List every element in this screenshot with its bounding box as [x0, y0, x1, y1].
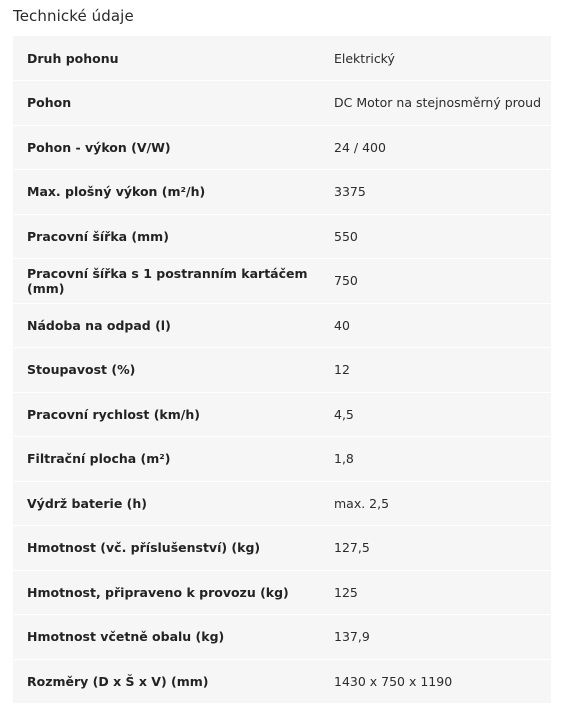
spec-value: 24 / 400: [334, 139, 386, 155]
spec-label: Max. plošný výkon (m²/h): [27, 184, 206, 200]
spec-value: 1430 x 750 x 1190: [334, 673, 453, 689]
spec-row-dimensions: [13, 659, 551, 704]
spec-label: Hmotnost (vč. příslušenství) (kg): [27, 540, 261, 556]
spec-value: DC Motor na stejnosměrný proud: [334, 95, 542, 111]
spec-label: Pracovní šířka s 1 postranním kartáčem (mm): [27, 265, 308, 296]
spec-value: 127,5: [334, 540, 370, 556]
spec-row-waste-container: [13, 303, 551, 348]
spec-value: max. 2,5: [334, 495, 390, 511]
spec-row-weight-with-packaging: [13, 615, 551, 660]
spec-row-drive: [13, 81, 551, 126]
spec-label: Pracovní šířka (mm): [27, 228, 169, 244]
spec-value: 4,5: [334, 406, 354, 422]
spec-row-battery-runtime: [13, 481, 551, 526]
spec-value: 1,8: [334, 451, 354, 467]
spec-row-working-width: [13, 214, 551, 259]
spec-value: 125: [334, 584, 358, 600]
spec-row-drive-power: [13, 125, 551, 170]
spec-value: 40: [334, 317, 350, 333]
spec-row-working-width-side-brush: [13, 259, 551, 304]
spec-row-gradeability: [13, 348, 551, 393]
spec-row-working-speed: [13, 392, 551, 437]
spec-label: Hmotnost včetně obalu (kg): [27, 629, 225, 645]
spec-label: Hmotnost, připraveno k provozu (kg): [27, 584, 289, 600]
spec-label: Stoupavost (%): [27, 362, 136, 378]
spec-value: 12: [334, 362, 350, 378]
spec-value: 137,9: [334, 629, 370, 645]
spec-value: 750: [334, 273, 358, 289]
section-title: Technické údaje: [13, 7, 134, 25]
spec-row-weight-with-accessories: [13, 526, 551, 571]
spec-value: 3375: [334, 184, 366, 200]
spec-label: Rozměry (D x Š x V) (mm): [27, 673, 209, 689]
spec-row-drive-type: [13, 36, 551, 81]
spec-value: Elektrický: [334, 50, 395, 66]
spec-row-weight-ready-to-operate: [13, 570, 551, 615]
spec-label: Pracovní rychlost (km/h): [27, 406, 200, 422]
spec-row-max-area-performance: [13, 170, 551, 215]
spec-row-filter-area: [13, 437, 551, 482]
spec-label: Pohon: [27, 95, 72, 111]
spec-label: Nádoba na odpad (l): [27, 317, 171, 333]
spec-label: Výdrž baterie (h): [27, 495, 148, 511]
spec-label: Pohon - výkon (V/W): [27, 139, 171, 155]
spec-value: 550: [334, 228, 358, 244]
technical-specs-table: [13, 36, 551, 704]
spec-label: Filtrační plocha (m²): [27, 451, 171, 467]
spec-label: Druh pohonu: [27, 50, 119, 66]
